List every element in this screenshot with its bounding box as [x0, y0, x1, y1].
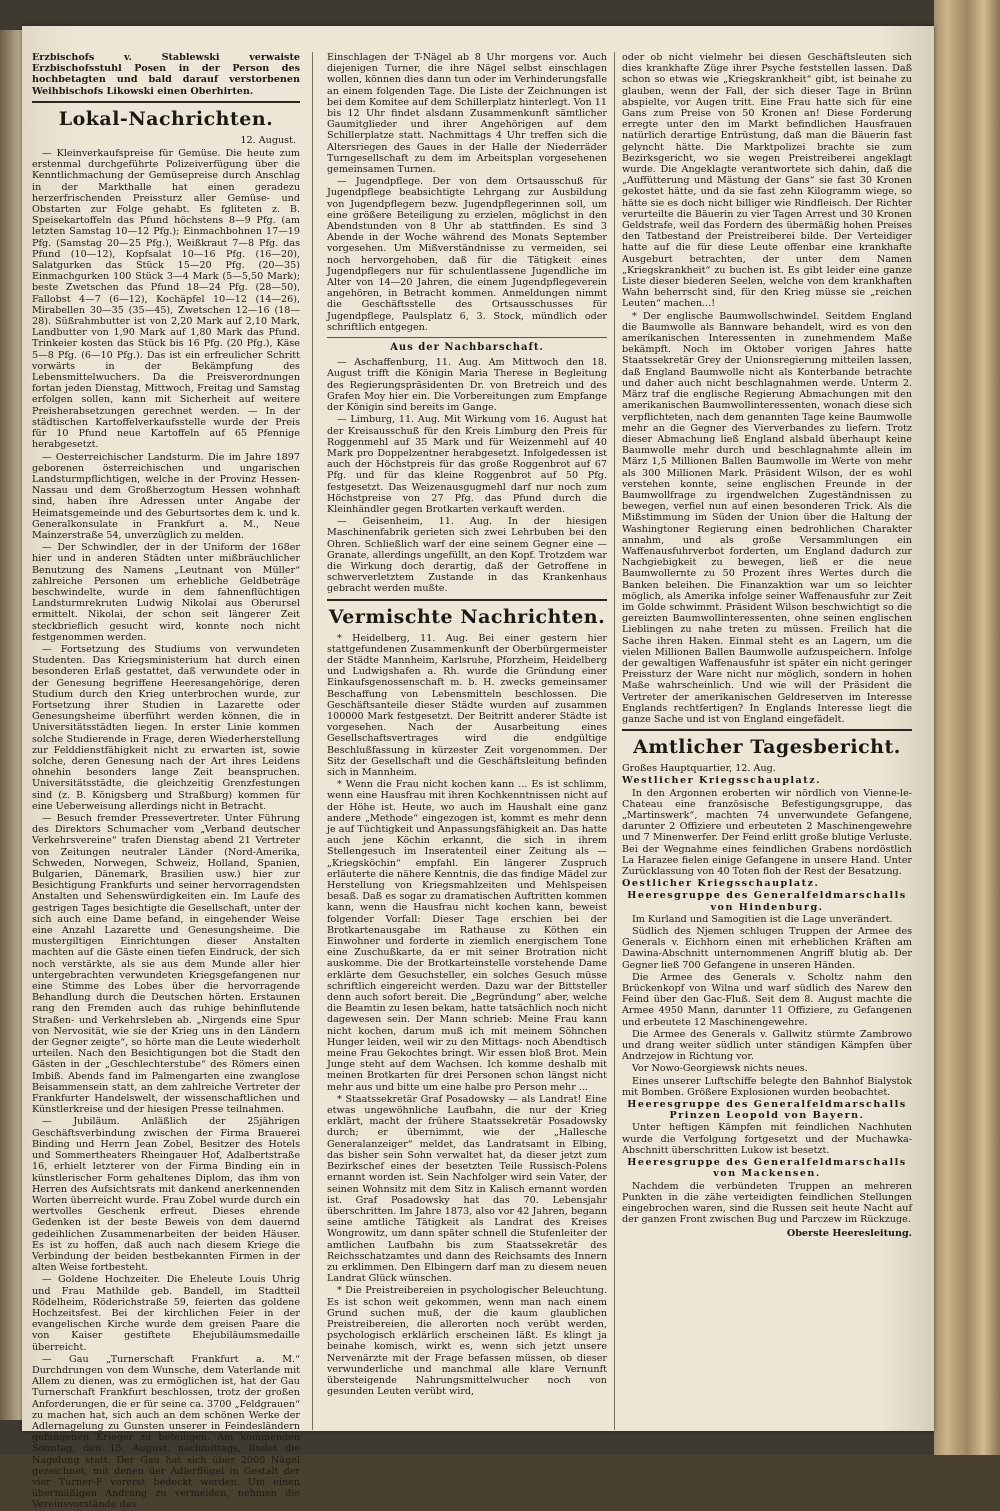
- jugendpflege-paragraph: — Jugendpflege. Der von dem Ortsausschuß für Jugendpflege beabsichtigte Lehrgang zur Ausbildung von Jugendpflegern bezw. Jugendpflegerinnen soll, um eine größere Beteiligung zu erzielen, möglichst in den Abendstunden von 8 Uhr ab stattfinden. Es sind 3 Abende in der Woche während des Monats September vorgesehen. Um Mißverständnisse zu vermeiden, sei noch hervorgehoben, daß für die Tätigkeit eines Jugendpflegers nur für schulentlassene Jugendliche im Alter von 14—20 Jahren, die einem Jugendpflegeverein angehören, in Betracht kommen. Anmeldungen nimmt die Geschäftsstelle des Ortsausschusses für Jugendpflege, Paulsplatz 6, 3. Stock, mündlich oder schriftlich entgegen.: [327, 176, 607, 333]
- column-1: [32, 52, 300, 1511]
- baumwoll-paragraph: * Der englische Baumwollschwindel. Seitdem England die Baumwolle als Bannware behandelt, wird es von den amerikanischen Interessenten in zunehmendem Maße bekämpft. Noch im Oktober vorigen Jahres hatte Staatssekretär Grey der Unionsregierung mitteilen lassen, daß England Baumwolle nicht als Konterbande betrachte und daher auch nicht beschlagnahmen werde. Unterm 2. März traf die englische Regierung Abmachungen mit den amerikanischen Baumwollinteressenten, wonach diese sich verpflichteten, nach dem genannten Tage keine Baumwolle mehr an die Gegner des Vierverbandes zu liefern. Trotz dieser Abmachung ließ England alsbald überhaupt keine Baumwolle mehr durch und beschlagnahmte allein im März 1,5 Millionen Ballen Baumwolle im Werte von mehr als 300 Millionen Mark. Präsident Wilson, der es wohl verstehen konnte, seine englischen Freunde in der Baumwollfrage zu irgendwelchen Zugeständnissen zu bewegen, verfiel nun auf einen besonderen Trick. Als die Mißstimmung im Süden der Union über die Haltung der Washingtoner Regierung einen bedrohlichen Charakter annahm, und als große Versammlungen ein Waffenausfuhrverbot forderten, um England dadurch zur Nachgiebigkeit zu bewegen, ließ er die neue Baumwollernte zu 50 Prozent ihres Wertes durch die Banken beleihen. Die Finanzaktion war um so leichter möglich, als Amerika infolge seiner Waffenausfuhr zur Zeit im Golde schwimmt. Präsident Wilson beschwichtigt so die gereizten Baumwollinteressenten, ohne seinen englischen Lieblingen zu nahe treten zu müssen. Freilich hat die Sache ihren Haken. Einmal steht es an Lagern, um die vielen Millionen Ballen Baumwolle aufzuspeichern. Infolge der gewaltigen Waffenausfuhr ist später ein nicht geringer Preissturz der Ware nicht nur möglich, sondern in hohen Maße wahrscheinlich. Und wie will der Präsident die Vertreter der amerikanischen Geldreserven im Interesse Englands rechtfertigen? In Englands Interesse liegt die ganze Sache und ist von England eingefädelt.: [622, 310, 912, 725]
- hq-line: Großes Hauptquartier, 12. Aug.: [622, 763, 776, 775]
- lokal-date: 12. August.: [240, 134, 296, 146]
- ost-text: Die Armee des Generals v. Gallwitz stürmte Zambrowo und drang weiter südlich unter ständigen Kämpfen über Andrzejow in Richtung vor.: [622, 1028, 912, 1063]
- facing-page-edge: [0, 30, 22, 1420]
- nachbarschaft-paragraph: — Limburg, 11. Aug. Mit Wirkung vom 16. August hat der Kreisausschuß für den Kreis Limburg den Preis für Roggenmehl auf 35 Mark und für Weizenmehl auf 40 Mark pro Doppelzentner herabgesetzt. Infolgedessen ist auch der Höchstpreis für das große Roggenbrot auf 67 Pfg. und für das kleine Roggenbrot auf 50 Pfg. festgesetzt. Das Weizenausgugmehl darf nur noch zum Höchstpreise von 27 Pfg. das Pfund durch die Kleinhändler gegen Brotkarten verkauft werden.: [327, 414, 607, 515]
- lokal-paragraph: — Oesterreichischer Landsturm. Die im Jahre 1897 geborenen österreichischen und ungarischen Landsturmpflichtigen, welche in der Provinz Hessen-Nassau und dem Großherzogtum Hessen wohnhaft sind, haben ihre Adressen unter Angabe der Heimatsgemeinde und des Geburtsortes dem k. und k. Generalkonsulate in Frankfurt a. M., Neue Mainzerstraße 54, unverzüglich zu melden.: [32, 451, 300, 541]
- army-group-title: Heeresgruppe des Generalfeldmarschalls Prinzen Leopold von Bayern.: [627, 1099, 907, 1122]
- lokal-heading: Lokal-Nachrichten.: [58, 107, 274, 130]
- nachbarschaft-paragraph: — Geisenheim, 11. Aug. In der hiesigen Maschinenfabrik gerieten sich zwei Lehrbuben bei den Ohren. Schließlich warf der eine seinem Gegner eine — Granate, allerdings ungefüllt, an den Kopf. Trotzdem war die Wirkung doch derartig, daß der Getroffene in schwerverletztem Zustande in das Krankenhaus gebracht werden mußte.: [327, 516, 607, 595]
- column-2: [327, 52, 607, 1432]
- lokal-paragraph: — Goldene Hochzeiter. Die Eheleute Louis Uhrig und Frau Mathilde geb. Bandell, im Stadtteil Rödelheim, Röderichstraße 59, feierten das goldene Hochzeitsfest. Bei der kirchlichen Feier in der evangelischen Kirche wurde dem greisen Paare die von Kaiser gestiftete Ehejubiläumsmedaille überreicht.: [32, 1274, 300, 1353]
- ost-text: Im Kurland und Samogitien ist die Lage unverändert.: [632, 913, 893, 925]
- section-divider: [327, 599, 607, 601]
- nachbarschaft-heading: Aus der Nachbarschaft.: [390, 342, 544, 354]
- lokal-paragraph: — Gau „Turnerschaft Frankfurt a. M.“ Durchdrungen von dem Wunsche, dem Vaterlande mit Allem zu dienen, was zu ermöglichen ist, hat der Gau Turnerschaft Frankfurt beschlossen, trotz der großen Anforderungen, die er für seine ca. 3700 „Feldgrauen“ zu machen hat, sich auch an dem schönen Werke der Adlernagelung zu Gunsten unserer in Feindesländern gefangenen Krieger zu beteiligen. Am kommenden Sonntag, den 15. August, nachmittags, findet die Nagelung statt. Der Gau hat sich über 2000 Nägel gezeichnet, mit denen der Adlerflügel in Gestalt der vier Turner-F vorerst bedeckt werden. Um einen übermäßigen Andrang zu vermeiden, nehmen die Vereinsvorstände das: [32, 1353, 300, 1511]
- section-divider: [622, 729, 912, 731]
- army-group-title: Heeresgruppe des Generalfeldmarschalls von Hindenburg.: [627, 890, 907, 913]
- group3-text: Nachdem die verbündeten Truppen an mehreren Punkten in die zähe verteidigten feindlichen Stellungen eingebrochen waren, sind die Russen seit heute Nacht auf der ganzen Front zwischen Bug und Parczew im Rückzuge.: [622, 1180, 912, 1226]
- army-group-title: Heeresgruppe des Generalfeldmarschalls von Mackensen.: [627, 1157, 907, 1180]
- continued-paragraph: Einschlagen der T-Nägel ab 8 Uhr morgens vor. Auch diejenigen Turner, die ihre Nägel selbst einschlagen wollen, können dies dann tun oder im Verhinderungsfalle an einem folgenden Tage. Die Liste der Zeichnungen ist bei dem Komitee auf dem Schillerplatz hinterlegt. Von 11 bis 12 Uhr findet alsdann Zusammenkunft sämtlicher Gaumitglieder und ihrer Angehörigen auf dem Schillerplatze statt. Nachmittags 4 Uhr treffen sich die Altersriegen des Gaues in der Halle der Niederräder Turngesellschaft zu dem im Arbeitsplan vorgesehenen gemeinsamen Turnen.: [327, 52, 607, 176]
- book-spine: [934, 0, 1000, 1455]
- west-text: In den Argonnen eroberten wir nördlich von Vienne-le-Chateau eine französische Befestigungsgruppe, das „Martinswerk“, machten 74 unverwundete Gefangene, darunter 2 Offiziere und erbeuteten 2 Maschinengewehre und 7 Minenwerfer. Der Feind erlitt große blutige Verluste. Bei der Wegnahme eines feindlichen Grabens nordöstlich La Harazee fielen einige Gefangene in unsere Hand. Unter Zurücklassung von 40 Toten floh der Rest der Besatzung.: [622, 787, 912, 878]
- nachbarschaft-paragraph: — Aschaffenburg, 11. Aug. Am Mittwoch den 18. August trifft die Königin Maria Therese in Begleitung des Regierungspräsidenten Dr. von Bretreich und des Grafen Moy hier ein. Die Vorbereitungen zum Empfange der Königin sind bereits im Gange.: [327, 357, 607, 414]
- ost-text: Südlich des Njemen schlugen Truppen der Armee des Generals v. Eichhorn einen mit erheblichen Kräften am Dawina-Abschnitt unternommenen Angriff blutig ab. Der Gegner ließ 700 Gefangene in unseren Händen.: [622, 926, 912, 971]
- lokal-paragraph: — Kleinverkaufspreise für Gemüse. Die heute zum erstenmal durchgeführte Polizeiverfügung über die Kenntlichmachung der Gemüsepreise durch Anschlag in der Markthalle hat einen geradezu herzerfrischenden Preissturz aller Gemüse- und Obstarten zur Folge gehabt. Es fgliteten z. B. Speisekartoffeln das Pfund höchstens 8—9 Pfg. (am letzten Samstag 10—12 Pfg.); Einmachbohnen 17—19 Pfg. (Samstag 20—25 Pfg.), Weißkraut 7—8 Pfg. das Pfund (10—12), Kopfsalat 10—16 Pfg. (16—20), Salatgurken das Stück 15—20 Pfg. (20—35) Einmachgurken 100 Stück 3—4 Mark (5—5,50 Mark); beste Zwetschen das Pfund 18—24 Pfg. (28—50), Fallobst 4—7 (6—12), Kochäpfel 10—12 (14—26), Mirabellen 30—35 (35—45), Zwetschen 12—16 (18—28). Süßrahmbutter ist von 2,20 Mark auf 2,10 Mark, Landbutter von 1,90 Mark auf 1,80 Mark das Pfund. Trinkeier kosten das Stück bis 16 Pfg. (20 Pfg.), Käse 5—8 Pfg. (6—10 Pfg.). Das ist ein erfreulicher Schritt vorwärts in der Bekämpfung des Lebensmittelwuchers. Da die Preisverordnungen fortan jeden Dienstag, Mittwoch, Freitag und Samstag erfolgen sollen, kann mit Sicherheit auf weitere Preisherabsetzungen gerechnet werden. — In der städtischen Kartoffelverkaufsstelle wurde der Preis für 10 Pfund neue Kartoffeln auf 65 Pfennige herabgesetzt.: [32, 148, 300, 451]
- ost-text: Vor Nowo-Georgiewsk nichts neues.: [632, 1063, 808, 1075]
- amtlich-heading: Amtlicher Tagesbericht.: [633, 736, 901, 759]
- vermischte-paragraph: * Heidelberg, 11. Aug. Bei einer gestern hier stattgefundenen Zusammenkunft der Oberbürgermeister der Städte Mannheim, Karlsruhe, Pforzheim, Heidelberg und Ludwigshafen a. Rh. wurde die Gründung einer Einkaufsgenossenschaft m. b. H. zwecks gemeinsamer Beschaffung von Lebensmitteln beschlossen. Die Geschäftsanteile dieser Städte wurden auf zusammen 100000 Mark festgesetzt. Der Beitritt anderer Städte ist vorgesehen. Nach der Ausarbeitung eines Gesellschaftsvertrages wird die endgültige Beschlußfassung in kürzester Zeit vorgenommen. Der Sitz der Gesellschaft und die Geschäftsleitung befinden sich in Mannheim.: [327, 632, 607, 778]
- lokal-paragraph: — Besuch fremder Pressevertreter. Unter Führung des Direktors Schumacher vom „Verband deutscher Verkehrsvereine“ trafen Dienstag abend 21 Vertreter von Zeitungen neutraler Länder (Nord-Amerika, Schweden, Norwegen, Schweiz, Holland, Spanien, Bulgarien, Dänemark, Brasilien usw.) hier zur Besichtigung Frankfurts und seiner hervorragendsten Anstalten und Sehenswürdigkeiten ein. Im Laufe des gestrigen Tages besichtigte die Gesellschaft, unter der sich auch eine Dame befand, in eingehender Weise eine Anzahl Lazarette und Genesungsheime. Die mustergiltigen Einrichtungen dieser Anstalten machten auf die Gäste einen tiefen Eindruck, der sich noch verstärkte, als sie aus dem Munde aller hier untergebrachten verwundeten Kriegsgefangenen nur eine Stimme des Lobes über die hervorragende Behandlung durch die Deutschen hörten. Erstaunen rang den Fremden auch das ruhige behinflutende Straßen- und Verkehrsleben ab. „Nirgends eine Spur von Nervosität, wie sie der Krieg uns in den Ländern der Gegner zeigte“, so hörte man die Leute wiederholt urteilen. Nach den Besichtigungen bot die Stadt den Gästen in der „Geschlechterstube“ des Römers einen Imbiß. Abends fand im Palmengarten eine zwanglose Beisammensein statt, an dem zahlreiche Vertreter der Frankfurter Handelswelt, der wissenschaftlichen und Künstlerkreise und der hiesigen Presse teilnahmen.: [32, 813, 300, 1116]
- vermischte-paragraph: * Die Preistreibereien in psychologischer Beleuchtung. Es ist schon weit gekommen, wenn man nach einem Grund suchen muß, der die kaum glaublichen Preistreibereien, die allerorten noch verübt werden, psychologisch erklärlich erscheinen läßt. Es klingt ja beinahe komisch, wirkt es, wenn sich jetzt unsere Nervenärzte mit der Frage befassen müssen, ob dieser verwunderliche und manchmal alle klare Vernunft übersteigende Nahrungsmittelwucher noch von gesunden Leuten verübt wird,: [327, 1285, 607, 1398]
- vermischte-paragraph: * Staatssekretär Graf Posadowsky — als Landrat! Eine etwas ungewöhnliche Laufbahn, die nur der Krieg erklärt, macht der frühere Staatssekretär Posadowsky durch; er übernimmt, wie der „Hallesche Generalanzeiger“ meldet, das Landratsamt in Elbing, das bisher sein Sohn verwaltet hat, da dieser jetzt zum Bezirkschef eines der besetzten Teile Russisch-Polens ernannt worden ist. Sein Nachfolger wird sein Vater, der seinen Wohnsitz mit dem Sitz in Kalisch ernannt worden ist. Graf Posadowsky hat das 70. Lebensjahr überschritten. Im Jahre 1873, also vor 42 Jahren, begann seine amtliche Tätigkeit als Landrat des Kreises Wongrowitz, um dann später schnell die Stufenleiter der amtlichen Laufbahn bis zum Staatssekretär des Reichsschatzamtes und dann des Reichsamts des Innern zu erklimmen. Den Elbingern darf man zu diesem neuen Landrat Glück wünschen.: [327, 1093, 607, 1285]
- ost-title: Oestlicher Kriegsschauplatz.: [622, 878, 820, 890]
- vermischte-paragraph: * Wenn die Frau nicht kochen kann ... Es ist schlimm, wenn eine Hausfrau mit ihren Kochkenntnissen nicht auf der Höhe ist. Heute, wo auch im Haushalt eine ganz andere „Methode“ eingezogen ist, kommt es mehr denn je auf Tüchtigkeit und Anpassungsfähigkeit an. Das hatte auch jene Köchin erkannt, die sich in ihrem Stellengesuch im Inseratenteil einer Zeitung als — „Kriegsköchin“ empfahl. Ein längerer Zuspruch erläuterte die nähere Kenntnis, die das findige Mädel zur Herstellung von Kriegsmahlzeiten und Mehlspeisen besaß. Daß es sogar zu dramatischen Auftritten kommen kann, wenn die Hausfrau nicht kochen kann, beweist folgender Vorfall: Dieser Tage erschien bei der Brotkartenausgabe im Rathause zu Köthen ein Einwohner und forderte in ziemlich energischem Tone eine Zuschußkarte, da er mit seiner Brotration nicht auskomme. Die der Brotkarteinstelle vorstehende Dame erklärte dem Gesuchsteller, ein solches Gesuch müsse schriftlich eingereicht werden. Dazu war der Bittsteller denn auch sofort bereit. Die „Begründung“ aber, welche die Beamtin zu lesen bekam, hatte tatsächlich noch nicht dagewesen sein. Der Mann schrieb: Meine Frau kann nicht kochen, darum muß ich mit meinem Söhnchen Hunger leiden, weil wir zu den Mittags- noch Abendtisch meine Frau Gekochtes bringt. Wir essen bloß Brot. Mein Junge steht auf dem Wachsen. Ich komme deshalb mit meinen Brotkarten für drei Personen schon längst nicht mehr aus und bitte um eine halbe pro Person mehr ...: [327, 779, 607, 1093]
- section-divider: [32, 101, 300, 103]
- lokal-paragraph: — Jubiläum. Anläßlich der 25jährigen Geschäftsverbindung zwischen der Firma Brauerei Binding und Herrn Jean Zobel, Besitzer des Hotels und Sommertheaters Rheingauer Hof, Adalbertstraße 16, erhielt letzterer von der Firma Binding ein in künstlerischer Form gehaltenes Diplom, das ihm von Herren des Aufsichtsrats mit dankend anerkennenden Worten überreicht wurde. Frau Zobel wurde durch ein wertvolles Geschenk erfreut. Dieses ehrende Gedenken ist der beste Beweis von dem dauernd gedeihlichen Zusammenarbeiten der beiden Häuser. Es ist zu hoffen, daß auch nach diesem Kriege die Verbindung der beiden bestbekannten Firmen in der alten Weise fortbesteht.: [32, 1116, 300, 1274]
- vermischte-heading: Vermischte Nachrichten.: [328, 605, 606, 628]
- lokal-paragraph: — Der Schwindler, der in der Uniform der 168er hier und in anderen Städten unter mißbräuchlicher Benutzung des Namens „Leutnant von Müller“ zahlreiche Personen um erhebliche Geldbeträge beschwindelte, wurde in dem fahnenflüchtigen Landsturmrekruten Ludwig Nikolai aus Oberursel ermittelt. Nikolai, der schon seit längerer Zeit steckbrieflich gesucht wird, konnte noch nicht festgenommen werden.: [32, 542, 300, 643]
- signature: Oberste Heeresleitung.: [786, 1228, 912, 1240]
- intro-text: Erzbischofs v. Stablewski verwaiste Erzbischofsstuhl Posen in der Person des hochbetagten und bald darauf verstorbenen Weihbischofs Likowski einen Oberhirten.: [32, 52, 300, 97]
- column-rule: [312, 52, 313, 1430]
- west-title: Westlicher Kriegsschauplatz.: [622, 775, 821, 787]
- ost-text: Eines unserer Luftschiffe belegte den Bahnhof Bialystok mit Bomben. Größere Explosionen wurden beobachtet.: [622, 1075, 912, 1098]
- group2-text: Unter heftigen Kämpfen mit feindlichen Nachhuten wurde die Verfolgung fortgesetzt und der Muchawka-Abschnitt überschritten Lukow ist besetzt.: [622, 1122, 912, 1156]
- column-3: [622, 52, 912, 1432]
- ost-text: Die Armee des Generals v. Scholtz nahm den Brückenkopf von Wilna und warf südlich des Narew den Feind über den Gac-Fluß. Seit dem 8. August machte die Armee 4950 Mann, darunter 11 Offiziere, zu Gefangenen und erbeutete 12 Maschinengewehre.: [622, 971, 912, 1028]
- column-rule: [614, 52, 615, 1430]
- section-divider: [327, 337, 607, 338]
- continued-paragraph: oder ob nicht vielmehr bei diesen Geschäftsleuten sich dies krankhafte Züge ihrer Psyche feststellen lassen. Daß schon so etwas wie „Kriegskrankheit“ gibt, ist beinahe zu glauben, wenn der Fall, der sich dieser Tage in Brünn abspielte, vor Augen tritt. Eine Frau hatte sich für eine Gans zum Preise von 50 Kronen an! Diese Forderung erregte unter den im Markt befindlichen Hausfrauen natürlich derartige Entrüstung, daß man die Bäuerin fast gelyncht hätte. Die Marktpolizei brachte sie zum Bezirksgericht, wo sie wegen Preistreiberei angeklagt wurde. Die Angeklagte verantwortete sich dahin, daß die „Auffütterung und Mästung der Gans“ sie fast 30 Kronen gekostet hätte, und da sie fast zehn Kilogramm wiege, so hätte sie es doch nicht billiger wie Rindfleisch. Der Richter verurteilte die Bäuerin zu vier Tagen Arrest und 30 Kronen Geldstrafe, weil das Fordern des übermäßig hohen Preises den Tatbestand der Preistreiberei bilde. Der Verteidiger hatte auf die für diese Leute offenbar eine krankhafte Ausgeburt betrachten, der unter dem Namen „Kriegskrankheit“ zu buchen ist. Es gibt leider eine ganze Liste dieser biederen Seelen, welche von dem krankhaften Wahn beherrscht sind, für den Krieg müsse sie „reichen Leuten“ machen...!: [622, 52, 912, 310]
- lokal-paragraph: — Fortsetzung des Studiums von verwundeten Studenten. Das Kriegsministerium hat durch einen besonderen Erlaß gestattet, daß verwundete oder in der Genesung begriffene Heeresangehörige, deren Studium durch den Krieg unterbrochen wurde, zur Fortsetzung ihrer Studien in Lazarette oder Genesungsheime überführt werden können, die in Universitätsstädten liegen. In erster Linie kommen solche Studierende in Frage, deren Wiederherstellung zur Felddienstfähigkeit nicht zu erwarten ist, sowie solche, deren Genesung nach der Art ihres Leidens ohnehin besonders lange Zeit beanspruchen. Universitätsstädte, die gleichzeitig Grenzfestungen sind (z. B. Königsberg und Straßburg) kommen für eine Ueberweisung allerdings nicht in Betracht.: [32, 643, 300, 812]
